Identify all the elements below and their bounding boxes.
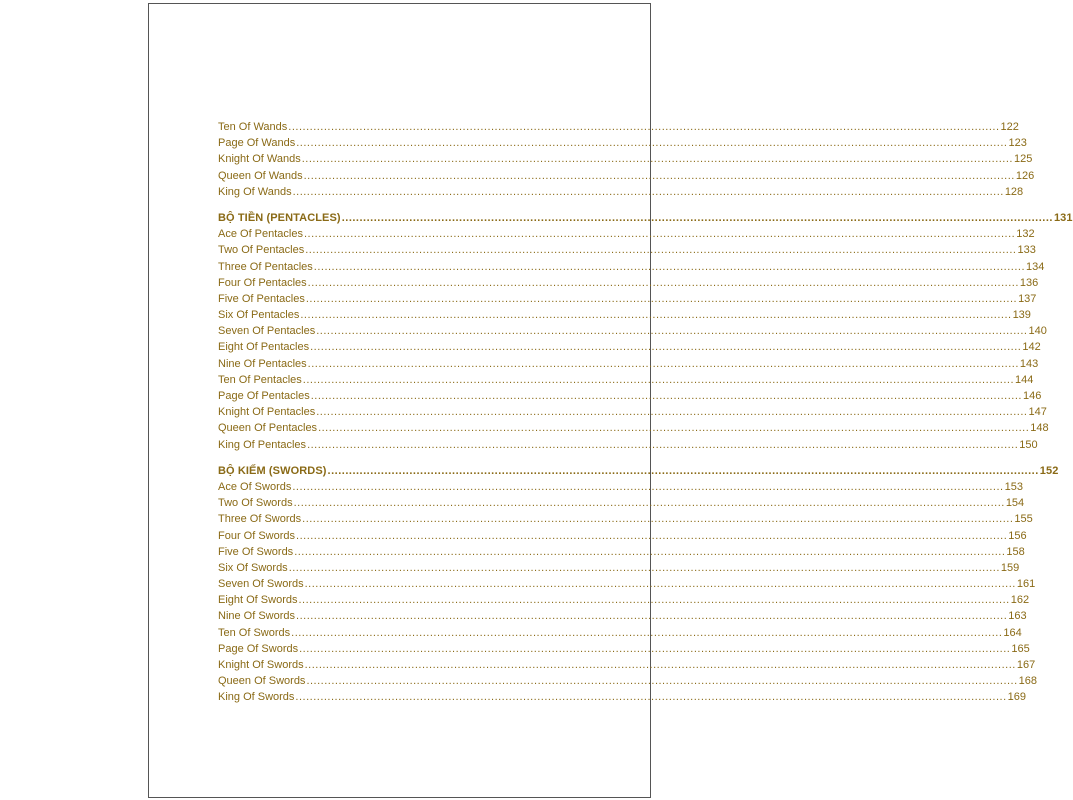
dot-leader: ........................................................................................................................................................................................................	[303, 169, 1015, 182]
toc-entry-page-number: 153	[1004, 480, 1023, 493]
toc-entry-page-number: 148	[1030, 422, 1049, 435]
toc-entry-label: Five Of Swords	[218, 545, 294, 558]
dot-leader: ........................................................................................................................................................................................................	[295, 691, 1007, 704]
toc-entry[interactable]	[218, 560, 1020, 576]
toc-entry[interactable]	[218, 528, 1027, 544]
toc-entry-label: Four Of Swords	[218, 529, 296, 542]
toc-entry-page-number: 122	[1000, 121, 1019, 133]
dot-leader: ........................................................................................................................................................................................................	[305, 292, 1018, 305]
toc-entry[interactable]	[218, 625, 1022, 641]
toc-entry-page-number: 142	[1022, 341, 1041, 354]
toc-entry-page-number: 125	[1013, 153, 1033, 166]
toc-entry-label: Queen Of Wands	[218, 169, 303, 182]
toc-section-heading-page-number: 152	[1039, 464, 1059, 477]
toc-entry-label: Queen Of Swords	[218, 675, 306, 688]
toc-entry-label: King Of Pentacles	[218, 438, 307, 451]
dot-leader: ........................................................................................................................................................................................................	[306, 675, 1018, 688]
toc-entry-label: Knight Of Pentacles	[218, 406, 316, 419]
book-page	[148, 3, 1073, 798]
dot-leader: ........................................................................................................................................................................................................	[302, 513, 1014, 526]
toc-entry[interactable]	[218, 356, 1039, 372]
dot-leader: ........................................................................................................................................................................................................	[316, 406, 1028, 419]
dot-leader: ........................................................................................................................................................................................................	[307, 357, 1019, 370]
toc-entry-page-number: 162	[1010, 594, 1030, 607]
toc-entry[interactable]	[218, 511, 1033, 527]
dot-leader: ........................................................................................................................................................................................................	[288, 561, 1000, 574]
dot-leader: ........................................................................................................................................................................................................	[296, 610, 1008, 623]
dot-leader: ........................................................................................................................................................................................................	[288, 121, 1000, 133]
dot-leader: ........................................................................................................................................................................................................	[299, 642, 1011, 655]
dot-leader: ........................................................................................................................................................................................................	[300, 309, 1012, 322]
toc-entry-label: Six Of Pentacles	[218, 309, 300, 322]
toc-entry[interactable]	[218, 135, 1027, 151]
toc-entry-page-number: 163	[1008, 610, 1027, 623]
toc-entry[interactable]	[218, 388, 1042, 404]
dot-leader: ........................................................................................................................................................................................................	[313, 260, 1026, 273]
toc-entry[interactable]	[218, 307, 1031, 323]
toc-entry-page-number: 147	[1028, 406, 1047, 419]
toc-entry[interactable]	[218, 689, 1027, 705]
toc-entry[interactable]	[218, 544, 1025, 560]
toc-entry-label: Ace Of Swords	[218, 480, 292, 493]
dot-leader: ........................................................................................................................................................................................................	[302, 373, 1015, 386]
toc-group	[218, 210, 1073, 453]
toc-entry[interactable]	[218, 437, 1038, 453]
dot-leader: ........................................................................................................................................................................................................	[294, 545, 1006, 558]
toc-entry-page-number: 139	[1012, 309, 1031, 322]
toc-entry[interactable]	[218, 119, 1019, 135]
toc-entry[interactable]	[218, 339, 1041, 355]
toc-entry-label: Four Of Pentacles	[218, 276, 307, 289]
dot-leader: ........................................................................................................................................................................................................	[304, 659, 1016, 671]
toc-entry-label: Two Of Swords	[218, 497, 293, 510]
toc-entry[interactable]	[218, 323, 1047, 339]
dot-leader: ........................................................................................................................................................................................................	[310, 341, 1022, 354]
toc-entry-page-number: 146	[1022, 390, 1042, 402]
toc-entry-label: Knight Of Swords	[218, 659, 304, 671]
toc-group	[218, 463, 1059, 706]
toc-entry-label: Ace Of Pentacles	[218, 228, 303, 241]
toc-entry-label: Knight Of Wands	[218, 153, 301, 166]
toc-section-heading[interactable]	[218, 463, 1059, 479]
dot-leader: ........................................................................................................................................................................................................	[301, 153, 1013, 166]
toc-entry[interactable]	[218, 479, 1023, 495]
dot-leader: ........................................................................................................................................................................................................	[318, 422, 1030, 435]
toc-entry-label: Two Of Pentacles	[218, 244, 305, 257]
dot-leader: ........................................................................................................................................................................................................	[305, 244, 1017, 257]
toc-entry-page-number: 133	[1017, 244, 1036, 257]
dot-leader: ........................................................................................................................................................................................................	[296, 529, 1008, 542]
toc-entry[interactable]	[218, 641, 1030, 657]
toc-entry-label: Ten Of Pentacles	[218, 373, 302, 386]
toc-entry-page-number: 156	[1008, 529, 1027, 542]
toc-entry-page-number: 154	[1005, 497, 1025, 510]
toc-entry-label: Three Of Swords	[218, 513, 302, 526]
toc-entry-page-number: 169	[1007, 691, 1027, 704]
dot-leader: ........................................................................................................................................................................................................	[292, 480, 1004, 493]
toc-section-heading[interactable]	[218, 210, 1073, 226]
toc-entry-label: King Of Wands	[218, 185, 292, 198]
toc-entry-page-number: 155	[1014, 513, 1033, 526]
toc-entry-label: Seven Of Pentacles	[218, 325, 316, 338]
toc-entry-page-number: 128	[1004, 185, 1024, 198]
toc-entry[interactable]	[218, 226, 1035, 242]
dot-leader: ........................................................................................................................................................................................................	[310, 390, 1022, 402]
toc-entry[interactable]	[218, 184, 1024, 200]
toc-entry[interactable]	[218, 576, 1036, 592]
toc-entry[interactable]	[218, 608, 1027, 624]
toc-entry-page-number: 168	[1018, 675, 1038, 688]
dot-leader: ........................................................................................................................................................................................................	[298, 594, 1010, 607]
toc-group	[218, 119, 1035, 200]
toc-entry-label: Three Of Pentacles	[218, 260, 313, 273]
toc-entry[interactable]	[218, 372, 1034, 388]
toc-entry-label: Ten Of Swords	[218, 626, 291, 639]
toc-entry-label: Five Of Pentacles	[218, 292, 305, 305]
toc-entry-page-number: 126	[1015, 169, 1035, 182]
toc-entry-page-number: 158	[1006, 545, 1025, 558]
dot-leader: ........................................................................................................................................................................................................	[291, 626, 1003, 639]
toc-entry-page-number: 150	[1019, 438, 1038, 451]
toc-entry-label: King Of Swords	[218, 691, 295, 704]
dot-leader: ........................................................................................................................................................................................................	[293, 497, 1005, 510]
toc-entry-label: Queen Of Pentacles	[218, 422, 318, 435]
toc-entry-label: Seven Of Swords	[218, 578, 304, 591]
toc-entry-page-number: 143	[1019, 357, 1039, 370]
toc-entry-page-number: 137	[1018, 292, 1037, 305]
toc-entry-label: Page Of Wands	[218, 137, 296, 150]
toc-entry[interactable]	[218, 168, 1035, 184]
toc-entry[interactable]	[218, 657, 1036, 673]
toc-entry[interactable]	[218, 259, 1045, 275]
toc-entry-page-number: 164	[1003, 626, 1022, 639]
dot-leader: ........................................................................................................................................................................................................	[304, 578, 1016, 591]
toc-entry[interactable]	[218, 275, 1039, 291]
toc-entry-page-number: 161	[1016, 578, 1036, 591]
dot-leader: ........................................................................................................................................................................................................	[292, 185, 1004, 198]
toc-entry-page-number: 134	[1026, 260, 1045, 273]
toc-entry[interactable]	[218, 242, 1036, 258]
toc-entry-page-number: 165	[1011, 642, 1030, 655]
dot-leader: ........................................................................................................................................................................................................	[296, 137, 1008, 150]
toc-entry[interactable]	[218, 291, 1037, 307]
toc-entry-page-number: 159	[1000, 561, 1020, 574]
toc-entry-label: Six Of Swords	[218, 561, 288, 574]
toc-entry[interactable]	[218, 420, 1049, 436]
toc-entry-label: Eight Of Pentacles	[218, 341, 310, 354]
toc-entry-page-number: 123	[1008, 137, 1027, 150]
toc-entry-page-number: 136	[1019, 276, 1039, 289]
toc-entry-label: Nine Of Swords	[218, 610, 296, 623]
dot-leader: ........................................................................................................................................................................................................	[307, 438, 1019, 451]
toc-entry[interactable]	[218, 673, 1038, 689]
toc-entry-page-number: 132	[1016, 228, 1035, 241]
table-of-contents	[218, 119, 1073, 706]
dot-leader: ........................................................................................................................................................................................................	[304, 228, 1016, 241]
toc-entry[interactable]	[218, 495, 1025, 511]
toc-entry[interactable]	[218, 404, 1047, 420]
toc-entry-label: Ten Of Wands	[218, 121, 288, 133]
dot-leader: ........................................................................................................................................................................................................	[316, 325, 1028, 338]
toc-entry[interactable]	[218, 592, 1030, 608]
dot-leader: ........................................................................................................................................................................................................	[341, 211, 1053, 224]
toc-entry-label: Page Of Swords	[218, 642, 299, 655]
dot-leader: ........................................................................................................................................................................................................	[327, 464, 1039, 477]
toc-entry[interactable]	[218, 151, 1033, 167]
toc-entry-page-number: 140	[1028, 325, 1047, 338]
dot-leader: ........................................................................................................................................................................................................	[307, 276, 1019, 289]
toc-entry-page-number: 144	[1015, 373, 1034, 386]
toc-entry-label: Page Of Pentacles	[218, 390, 310, 402]
toc-section-heading-label: BỘ KIẾM (SWORDS)	[218, 464, 327, 477]
toc-section-heading-label: BỘ TIỀN (PENTACLES)	[218, 211, 341, 224]
toc-section-heading-page-number: 131	[1053, 211, 1073, 224]
toc-entry-label: Nine Of Pentacles	[218, 357, 307, 370]
toc-entry-label: Eight Of Swords	[218, 594, 298, 607]
toc-entry-page-number: 167	[1016, 659, 1036, 671]
